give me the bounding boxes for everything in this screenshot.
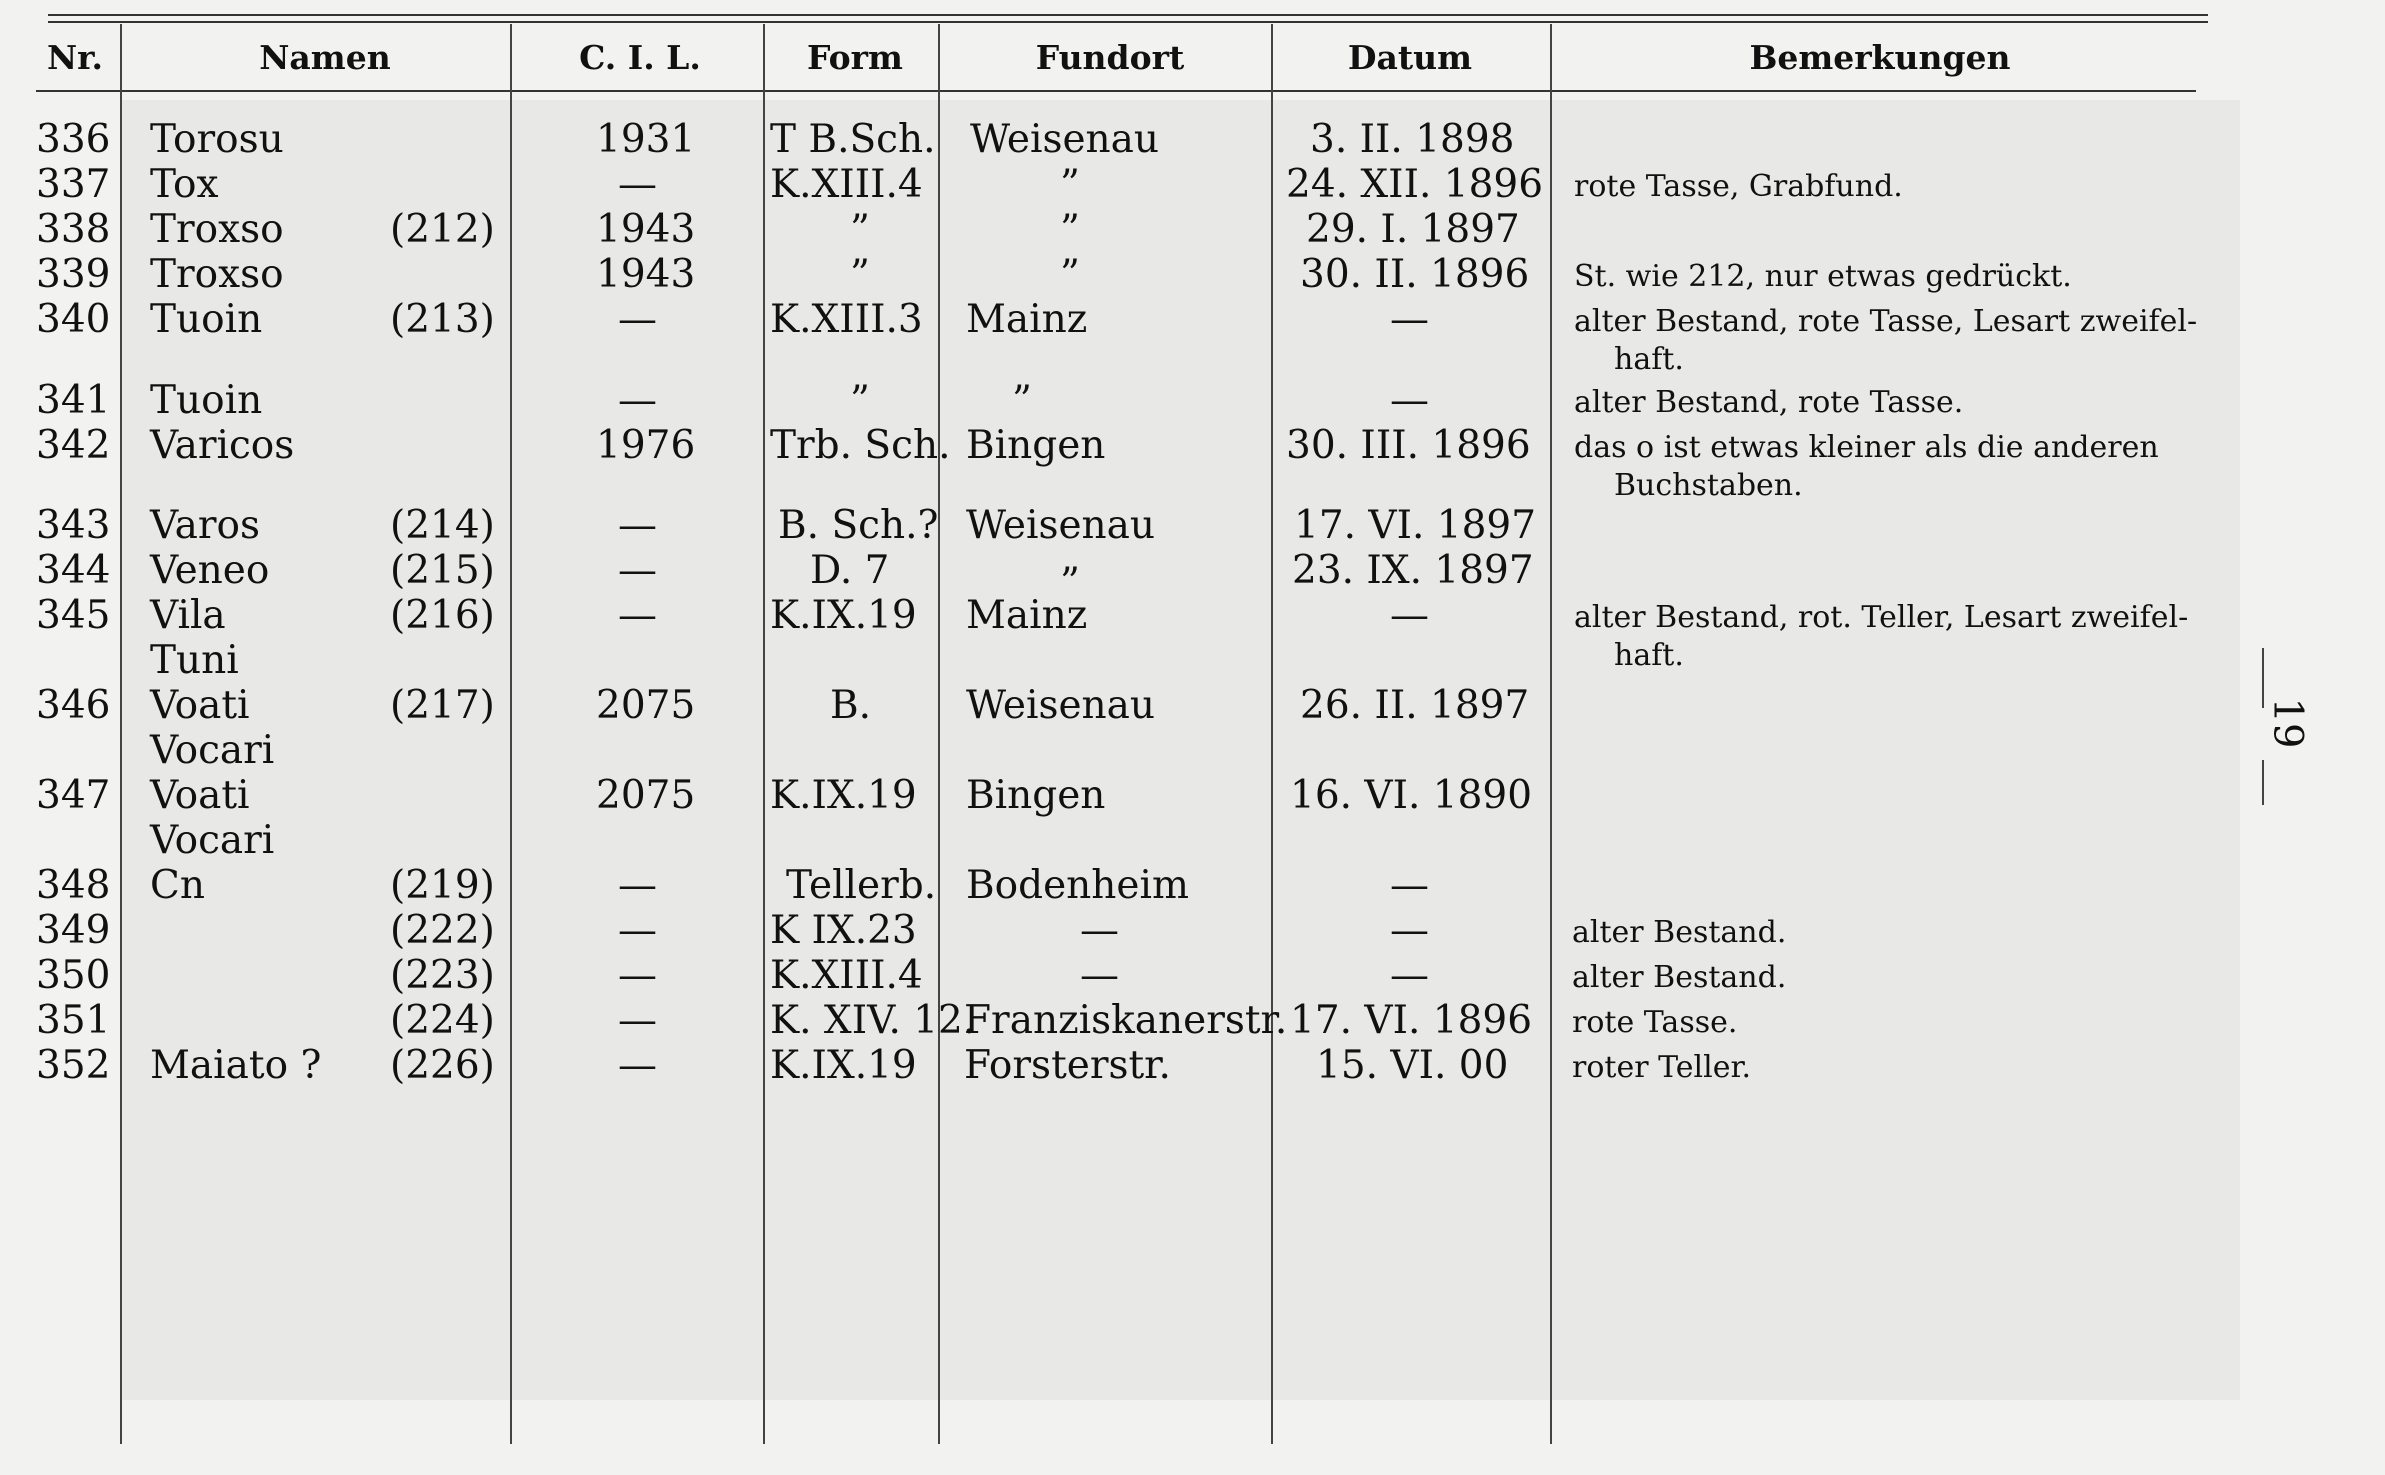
cell-form: D. 7 [810,548,890,593]
table-row [0,908,2385,953]
table-row [0,252,2385,297]
table-row [0,953,2385,998]
cell-ref: (224) [390,998,495,1043]
cell-form: T B.Sch. [770,117,936,162]
cell-name: Tuoin [150,297,263,342]
cell-ref: (215) [390,548,495,593]
header-nr: Nr. [46,38,103,77]
cell-name: Veneo [150,548,270,593]
header-bemerkungen: Bemerkungen [1749,38,2011,77]
table-row [0,207,2385,252]
table-row [0,423,2385,503]
cell-fundort: ” [1060,252,1080,297]
cell-datum: 29. I. 1897 [1306,207,1520,252]
cell-ref: (217) [390,683,495,728]
cell-bemerkung: St. wie 212, nur etwas gedrückt. [1574,259,2072,294]
cell-name: Tuni [150,638,239,683]
header-bottom-rule [36,90,2196,92]
cell-bemerkung: roter Teller. [1572,1050,1752,1085]
cell-name: Vocari [150,818,275,863]
cell-fundort: Bingen [966,773,1106,818]
page-number: 19 [2264,697,2311,749]
cell-nr: 345 [36,593,111,638]
table-row [0,297,2385,377]
cell-name: Tox [150,162,219,207]
cell-nr: 347 [36,773,111,818]
header-cil: C. I. L. [579,38,701,77]
cell-fundort: Bingen [966,423,1106,468]
cell-form: ” [850,378,870,423]
cell-fundort: Bodenheim [966,863,1189,908]
cell-datum: — [1390,953,1429,998]
cell-form: ” [850,252,870,297]
cell-cil: 2075 [596,683,696,728]
cell-ref: (219) [390,863,495,908]
cell-name: Vila [150,593,226,638]
cell-datum: 23. IX. 1897 [1292,548,1534,593]
table-row [0,548,2385,605]
cell-fundort: Forsterstr. [964,1043,1171,1088]
cell-cil: — [618,1043,657,1088]
cell-ref: (226) [390,1043,495,1088]
cell-fundort: Mainz [966,297,1088,342]
cell-cil: — [618,863,657,908]
cell-fundort: ” [1060,162,1080,207]
cell-datum: 16. VI. 1890 [1290,773,1533,818]
cell-nr: 337 [36,162,111,207]
cell-cil: — [618,503,657,548]
cell-cil: 1943 [596,252,696,297]
table-row [0,162,2385,207]
cell-fundort: Mainz [966,593,1088,638]
cell-cil: — [618,378,657,423]
cell-nr: 346 [36,683,111,728]
table-row [0,1043,2385,1088]
cell-cil: 1943 [596,207,696,252]
cell-nr: 342 [36,423,111,468]
cell-nr: 338 [36,207,111,252]
cell-bemerkung: rote Tasse. [1572,1005,1738,1040]
cell-form: Trb. Sch. [770,423,951,468]
header-fundort: Fundort [1035,38,1185,77]
cell-name: Varicos [150,423,295,468]
cell-fundort: Weisenau [966,683,1156,728]
cell-fundort: ” [1060,560,1080,605]
cell-bemerkung: rote Tasse, Grabfund. [1574,169,1903,204]
cell-ref: (223) [390,953,495,998]
cell-datum: 30. II. 1896 [1300,252,1530,297]
cell-datum: 15. VI. 00 [1316,1043,1509,1088]
cell-datum: 26. II. 1897 [1300,683,1530,728]
header-datum: Datum [1347,38,1473,77]
cell-cil: 1976 [596,423,696,468]
cell-form: K.XIII.4 [770,953,923,998]
cell-datum: 17. VI. 1897 [1294,503,1537,548]
cell-name: Torosu [150,117,284,162]
cell-nr: 343 [36,503,111,548]
cell-fundort: ” [1060,207,1080,252]
cell-form: K.IX.19 [770,773,917,818]
cell-form: K IX.23 [770,908,917,953]
table-row [0,863,2385,908]
cell-bemerkung: alter Bestand, rot. Teller, Lesart zweifel- haft. [1574,600,2189,673]
cell-fundort: Weisenau [966,503,1156,548]
table-row [0,378,2385,423]
header-namen: Namen [259,38,391,77]
cell-ref: (214) [390,503,495,548]
cell-name: Varos [150,503,260,548]
cell-form: K.IX.19 [770,593,917,638]
table-row [0,818,2385,863]
cell-nr: 349 [36,908,111,953]
cell-form: ” [850,207,870,252]
cell-form: K.XIII.4 [770,162,923,207]
cell-form: Tellerb. [786,863,937,908]
cell-nr: 336 [36,117,111,162]
cell-cil: — [618,548,657,593]
cell-fundort: ” [1012,378,1032,423]
table-row [0,503,2385,548]
cell-nr: 351 [36,998,111,1043]
cell-form: K.IX.19 [770,1043,917,1088]
page-number-rule-bottom [2262,760,2264,805]
cell-nr: 341 [36,378,111,423]
header-form: Form [807,38,903,77]
cell-datum: — [1390,863,1429,908]
cell-cil: — [618,162,657,207]
cell-fundort: — [1080,953,1119,998]
cell-name: Cn [150,863,205,908]
cell-datum: — [1390,593,1429,638]
cell-cil: — [618,908,657,953]
cell-form: B. Sch.? [778,503,939,548]
table-row [0,117,2385,162]
cell-form: B. [830,683,872,728]
cell-cil: — [618,953,657,998]
cell-cil: — [618,998,657,1043]
cell-name: Voati [150,683,250,728]
table-row [0,638,2385,683]
cell-ref: (222) [390,908,495,953]
cell-nr: 344 [36,548,111,593]
cell-nr: 352 [36,1043,111,1088]
table-row [0,728,2385,773]
cell-datum: 24. XII. 1896 [1286,162,1544,207]
cell-name: Troxso [150,207,284,252]
cell-name: Voati [150,773,250,818]
cell-nr: 340 [36,297,111,342]
cell-nr: 339 [36,252,111,297]
cell-name: Vocari [150,728,275,773]
cell-name: Tuoin [150,378,263,423]
cell-datum: 30. III. 1896 [1286,423,1531,468]
cell-cil: — [618,297,657,342]
cell-nr: 350 [36,953,111,998]
cell-datum: — [1390,908,1429,953]
cell-datum: 17. VI. 1896 [1290,998,1533,1043]
cell-datum: 3. II. 1898 [1310,117,1515,162]
cell-cil: — [618,593,657,638]
cell-form: K.XIII.3 [770,297,923,342]
cell-datum: — [1390,297,1429,342]
cell-bemerkung: alter Bestand, rote Tasse. [1574,385,1964,420]
cell-fundort: Franziskanerstr. [964,998,1288,1043]
cell-ref: (213) [390,297,495,342]
cell-name: Maiato ? [150,1043,322,1088]
cell-bemerkung: alter Bestand. [1572,960,1787,995]
cell-name: Troxso [150,252,284,297]
cell-cil: 2075 [596,773,696,818]
cell-bemerkung: das o ist etwas kleiner als die anderen Buchstaben. [1574,430,2159,503]
cell-ref: (212) [390,207,495,252]
cell-form: K. XIV. 12. [770,998,976,1043]
cell-datum: — [1390,378,1429,423]
table-row [0,998,2385,1043]
cell-fundort: — [1080,908,1119,953]
table-row [0,683,2385,728]
cell-bemerkung: alter Bestand, rote Tasse, Lesart zweifel- haft. [1574,304,2198,377]
top-rule-2 [48,21,2208,23]
cell-nr: 348 [36,863,111,908]
cell-fundort: Weisenau [970,117,1160,162]
cell-ref: (216) [390,593,495,638]
cell-cil: 1931 [596,117,696,162]
cell-bemerkung: alter Bestand. [1572,915,1787,950]
table-row [0,773,2385,818]
top-rule-1 [48,14,2208,16]
